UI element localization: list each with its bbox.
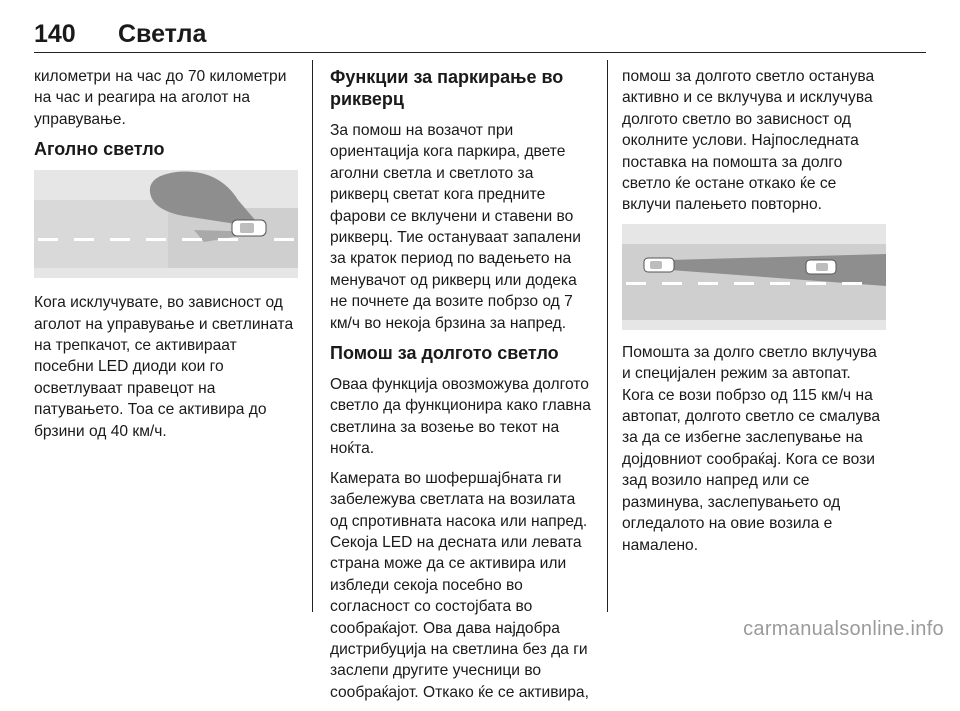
page-header (34, 20, 926, 52)
car-icon (232, 220, 266, 236)
col2-paragraph-function: Оваа функција овозможува долгото светло да функционира како главна светлина за возење во текот на ноќта. (330, 376, 591, 458)
column-divider-left (312, 60, 313, 612)
page-title: Светла (118, 20, 207, 48)
parking-functions-heading: Функции за паркирање во рикверц (330, 67, 564, 109)
cornering-light-heading: Аголно светло (34, 139, 165, 160)
high-beam-assist-heading: Помош за долгото светло (330, 343, 559, 364)
page-number: 140 (34, 20, 76, 48)
column-2 (330, 66, 596, 711)
col2-paragraph-parking: За помош на возачот при ориентација кога паркира, двете аголни светла и светлото за рикверц светат кога предните фарови се вклучени и ставени во рикверц. Тие остануваат запалени за краток период по вадењето на менувачот од рикверц или додека не почнете да возите побрзо од 7 км/ч во некоја брзина за напред. (330, 122, 581, 332)
oncoming-car-icon (806, 260, 836, 274)
column-divider-right (607, 60, 608, 612)
col1-paragraph-cornering: Кога исклучувате, во зависност од аголот на управување и светлината на трепкачот, се активираат посебни LED диоди кои го осветлуваат правецот на патувањето. Тоа се активира до брзини од 40 км/ч. (34, 294, 294, 440)
watermark: carmanualsonline.info (743, 618, 944, 640)
col1-paragraph-intro: километри на час до 70 километри на час и реагира на аголот на управувањe. (34, 68, 287, 128)
road-side (34, 200, 168, 268)
car-icon (644, 258, 674, 272)
cornering-light-illustration (34, 170, 298, 278)
col2-paragraph-camera: Камерата во шофершајбната ги забележува светлата на возилата од спротивната насока или напред. Секоја LED на десната или левата страна може да се активира или избледи секоја посебно во согласност со состојбата во сообраќајот. Ова дава најдобра дистрибуција на светлина без да ги заслепи другите учесници во сообраќајот. Откако ќе се активира, (330, 469, 589, 701)
col3-paragraph-continued: помош за долгото светло останува активно и се вклучува и исклучува долгото светло во зависност од околните услови. Најпоследната поставка на помошта за долго светло ќе остане откако ќе се вклучи палењето повторно. (622, 68, 875, 214)
column-3 (622, 66, 886, 564)
col3-paragraph-motorway: Помошта за долго светло вклучува и специјален режим за автопат. Кога се вози побрзо од 115 км/ч на автопат, долгото светло се смалува за да се избегне заслепување на дојдовниот сообраќај. Кога се вози зад возило напред или се разминува, заслепувањето од огледалото на овие возила е намалено. (622, 343, 881, 554)
high-beam-assist-illustration (622, 224, 886, 330)
header-rule (34, 52, 926, 53)
column-1 (34, 66, 298, 450)
